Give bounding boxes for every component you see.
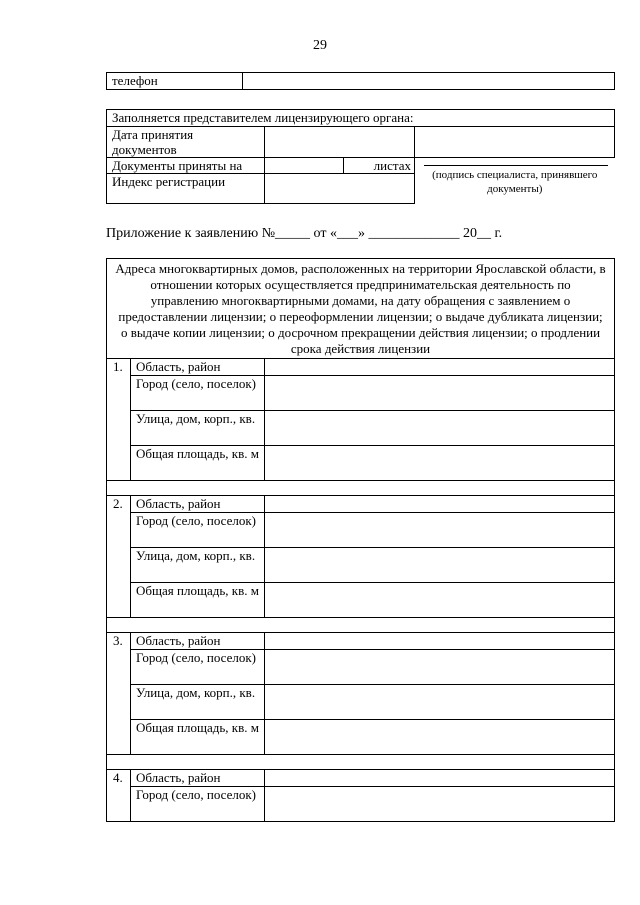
phone-label: телефон xyxy=(107,73,243,90)
appendix-line: Приложение к заявлению №_____ от «___» _____________ 20__ г. xyxy=(106,226,503,241)
address-label-street: Улица, дом, корп., кв. xyxy=(131,548,265,583)
index-label: Индекс регистрации xyxy=(107,174,265,204)
address-row-street xyxy=(107,548,615,583)
address-field-region[interactable] xyxy=(265,496,615,513)
address-label-region: Область, район xyxy=(131,359,265,376)
signature-block xyxy=(415,158,615,204)
address-label-area: Общая площадь, кв. м xyxy=(131,720,265,755)
address-field-city[interactable] xyxy=(265,650,615,685)
phone-field[interactable] xyxy=(243,73,615,90)
date-field[interactable] xyxy=(265,127,415,158)
address-field-area[interactable] xyxy=(265,583,615,618)
address-field-region[interactable] xyxy=(265,633,615,650)
docs-count-field[interactable] xyxy=(265,158,344,174)
date-extra-field[interactable] xyxy=(415,127,615,158)
address-label-city: Город (село, поселок) xyxy=(131,650,265,685)
address-field-street[interactable] xyxy=(265,548,615,583)
entry-separator-cell xyxy=(107,481,615,496)
signature-line[interactable] xyxy=(424,158,608,166)
address-label-region: Область, район xyxy=(131,633,265,650)
address-field-city[interactable] xyxy=(265,787,615,822)
page-number: 29 xyxy=(313,38,327,53)
entry-number: 3. xyxy=(107,633,131,755)
address-field-street[interactable] xyxy=(265,685,615,720)
signature-caption: (подпись специалиста, принявшего документы) xyxy=(432,169,598,195)
registry-table xyxy=(106,109,615,204)
address-label-city: Город (село, поселок) xyxy=(131,787,265,822)
address-row-city xyxy=(107,787,615,822)
sheets-label: листах xyxy=(344,158,415,174)
address-row-area xyxy=(107,720,615,755)
address-field-region[interactable] xyxy=(265,359,615,376)
address-label-street: Улица, дом, корп., кв. xyxy=(131,411,265,446)
entry-separator-cell xyxy=(107,755,615,770)
address-row-area xyxy=(107,446,615,481)
address-label-area: Общая площадь, кв. м xyxy=(131,583,265,618)
entry-number: 4. xyxy=(107,770,131,822)
addresses-header: Адреса многоквартирных домов, расположенных на территории Ярославской области, в отношении которых осуществляется предпринимательская деятельность по управлению многоквартирными домами, на дату обращения с заявлением о предоставлении лицензии; о переоформлении лицензии; о выдаче дубликата лицензии; о выдаче копии лицензии; о досрочном прекращении действия лицензии; о продлении срока действия лицензии xyxy=(107,259,615,359)
address-row-region xyxy=(107,496,615,513)
address-label-region: Область, район xyxy=(131,770,265,787)
address-label-region: Область, район xyxy=(131,496,265,513)
address-field-region[interactable] xyxy=(265,770,615,787)
date-label: Дата принятия документов xyxy=(107,127,265,158)
entry-number: 1. xyxy=(107,359,131,481)
address-row-street xyxy=(107,411,615,446)
entry-separator-cell xyxy=(107,618,615,633)
index-field[interactable] xyxy=(265,174,415,204)
entry-separator xyxy=(107,755,615,770)
address-label-street: Улица, дом, корп., кв. xyxy=(131,685,265,720)
entry-number: 2. xyxy=(107,496,131,618)
address-field-city[interactable] xyxy=(265,376,615,411)
phone-table xyxy=(106,72,615,90)
address-row-region xyxy=(107,770,615,787)
address-label-area: Общая площадь, кв. м xyxy=(131,446,265,481)
address-row-area xyxy=(107,583,615,618)
address-row-city xyxy=(107,650,615,685)
address-field-area[interactable] xyxy=(265,720,615,755)
address-label-city: Город (село, поселок) xyxy=(131,376,265,411)
address-field-area[interactable] xyxy=(265,446,615,481)
address-field-street[interactable] xyxy=(265,411,615,446)
address-row-street xyxy=(107,685,615,720)
address-row-region xyxy=(107,359,615,376)
address-row-region xyxy=(107,633,615,650)
address-field-city[interactable] xyxy=(265,513,615,548)
registry-header: Заполняется представителем лицензирующего органа: xyxy=(107,110,615,127)
address-label-city: Город (село, поселок) xyxy=(131,513,265,548)
entry-separator xyxy=(107,618,615,633)
address-row-city xyxy=(107,376,615,411)
address-row-city xyxy=(107,513,615,548)
entry-separator xyxy=(107,481,615,496)
docs-label: Документы приняты на xyxy=(107,158,265,174)
addresses-table xyxy=(106,258,615,822)
